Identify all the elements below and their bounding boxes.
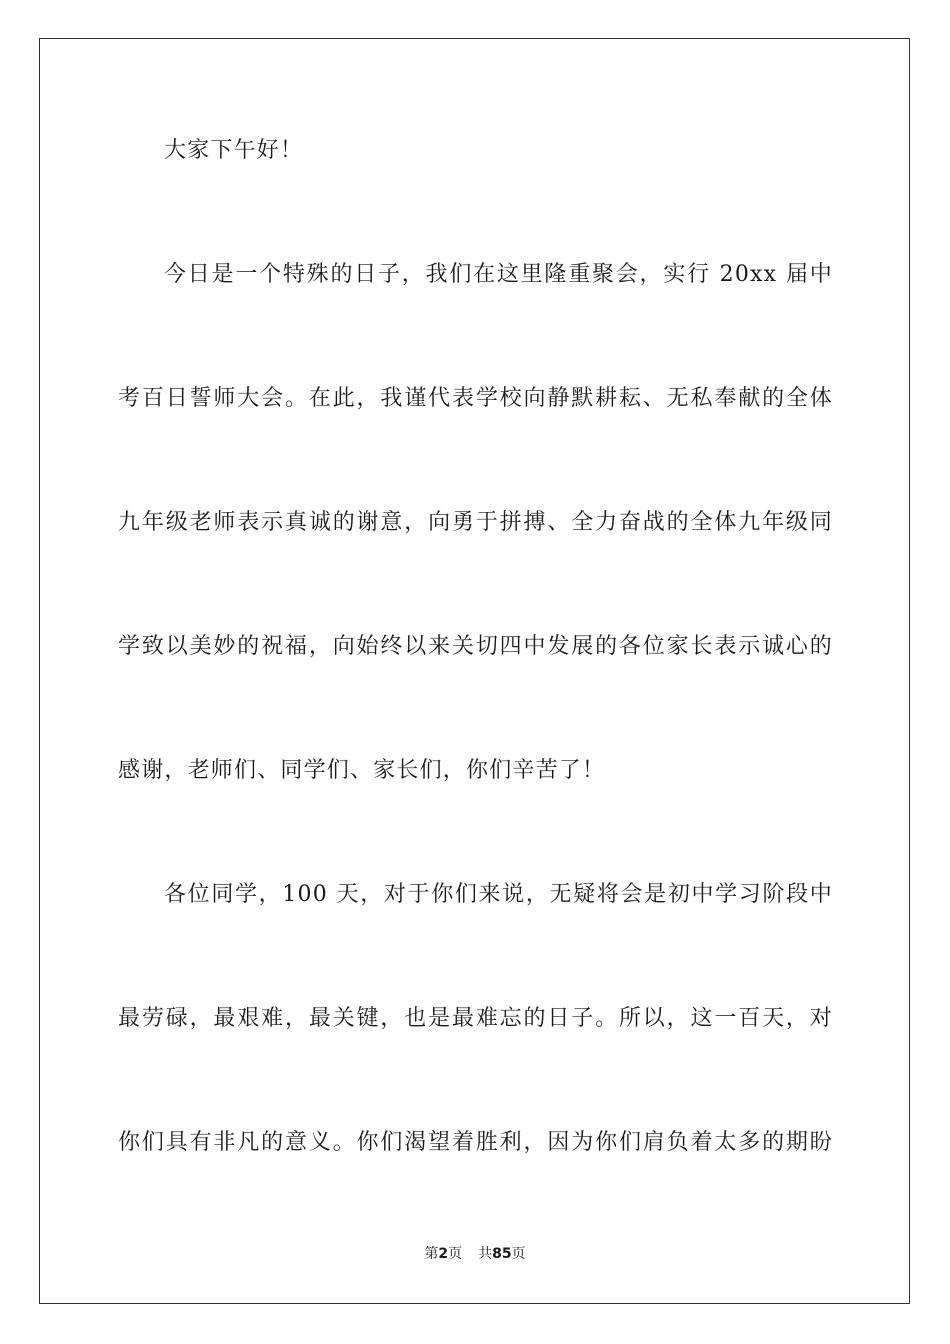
paragraph-1-line-1: 今日是一个特殊的日子，我们在这里隆重聚会，实行 20xx 届中 <box>164 262 833 287</box>
page-border <box>39 38 910 1304</box>
total-prefix: 共 <box>478 1246 493 1262</box>
paragraph-1-line-4: 学致以美妙的祝福，向始终以来关切四中发展的各位家长表示诚心的 <box>118 634 833 659</box>
greeting-line: 大家下午好！ <box>164 138 304 163</box>
page-suffix: 页 <box>448 1246 463 1262</box>
paragraph-1-line-5: 感谢，老师们、同学们、家长们，你们辛苦了！ <box>118 758 606 783</box>
page-footer <box>0 1245 950 1263</box>
page-prefix: 第 <box>424 1246 439 1262</box>
paragraph-2-line-2: 最劳碌，最艰难，最关键，也是最难忘的日子。所以，这一百天，对 <box>118 1006 833 1031</box>
paragraph-1-line-3: 九年级老师表示真诚的谢意，向勇于拼搏、全力奋战的全体九年级同 <box>118 510 833 535</box>
paragraph-2-line-3: 你们具有非凡的意义。你们渴望着胜利，因为你们肩负着太多的期盼 <box>118 1130 833 1155</box>
paragraph-2-line-1: 各位同学，100 天，对于你们来说，无疑将会是初中学习阶段中 <box>164 882 833 907</box>
total-suffix: 页 <box>511 1246 526 1262</box>
total-pages: 85 <box>492 1246 512 1262</box>
paragraph-1-line-2: 考百日誓师大会。在此，我谨代表学校向静默耕耘、无私奉献的全体 <box>118 386 833 411</box>
page-number: 2 <box>438 1246 449 1262</box>
